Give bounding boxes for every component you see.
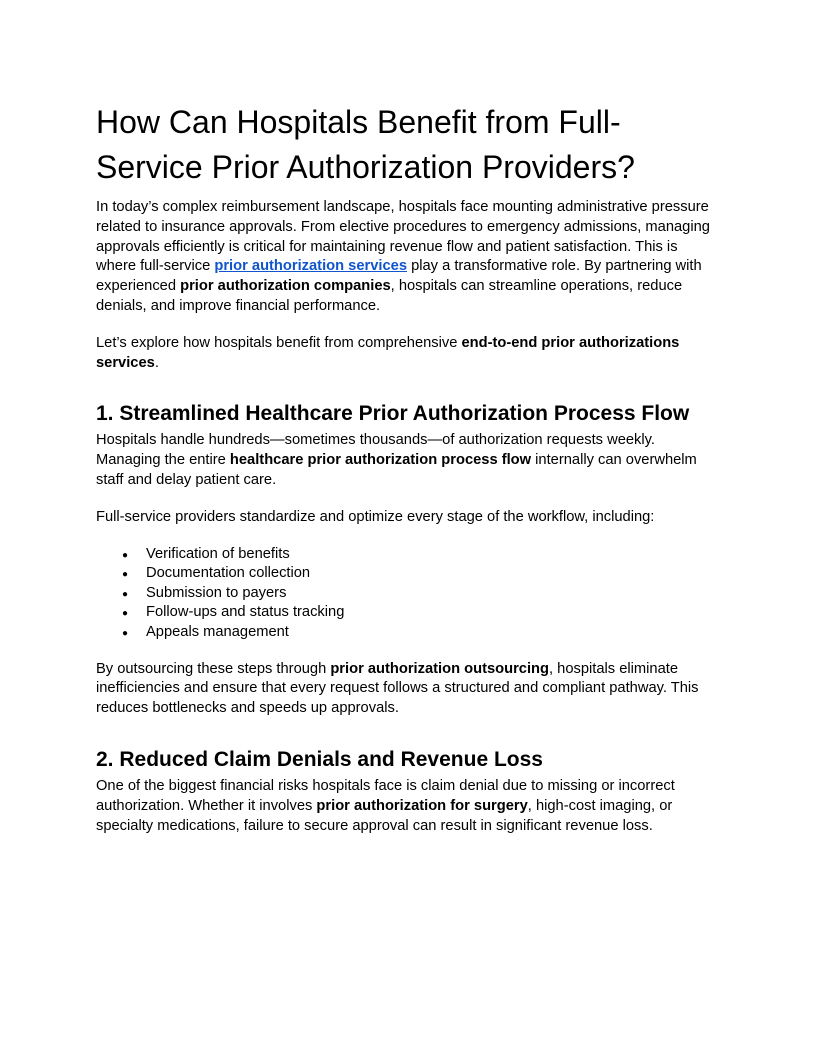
list-item bbox=[96, 545, 720, 565]
paragraph bbox=[96, 334, 720, 374]
paragraph bbox=[96, 198, 720, 317]
paragraph bbox=[96, 431, 720, 490]
inline-link[interactable]: prior authorization services bbox=[214, 258, 407, 275]
list-item bbox=[96, 603, 720, 623]
text-run: Hospitals handle hundreds—sometimes thousands—of authorization requests weekly. Managing the entire bbox=[96, 432, 655, 469]
text-run: In today’s complex reimbursement landscape, hospitals face mounting administrative pressure related to insurance approvals. From elective procedures to emergency admissions, managing approvals efficiently is critical for maintaining revenue flow and patient satisfaction. This is where full-service bbox=[96, 199, 710, 275]
bullet-icon: ● bbox=[122, 608, 129, 620]
bold-text-run: prior authorization companies bbox=[180, 278, 391, 295]
paragraph bbox=[96, 508, 720, 528]
text-run: play a transformative role. By partnering with experienced bbox=[96, 258, 702, 295]
bold-text-run: end-to-end prior authorizations services bbox=[96, 334, 680, 371]
list-item-text: Verification of benefits bbox=[146, 545, 290, 562]
text-run: , hospitals eliminate inefficiencies and ensure that every request follows a structured and compliant pathway. This reduces bottlenecks and speeds up approvals. bbox=[96, 660, 699, 717]
text-run: internally can overwhelm staff and delay patient care. bbox=[96, 452, 697, 488]
text-run: , hospitals can streamline operations, reduce denials, and improve financial performance. bbox=[96, 278, 683, 314]
text-run: . bbox=[154, 354, 159, 371]
bold-text-run: healthcare prior authorization process flow bbox=[229, 452, 532, 469]
text-run: By outsourcing these steps through bbox=[96, 660, 331, 677]
document-title: How Can Hospitals Benefit from Full-Service Prior Authorization Providers? bbox=[96, 104, 635, 185]
document-content bbox=[96, 100, 720, 836]
bullet-icon: ● bbox=[122, 588, 129, 600]
list-item-text: Appeals management bbox=[146, 623, 289, 640]
paragraph bbox=[96, 660, 720, 719]
paragraph bbox=[96, 777, 720, 836]
section-heading: 2. Reduced Claim Denials and Revenue Loss bbox=[96, 747, 543, 771]
list-item-text: Follow-ups and status tracking bbox=[146, 604, 345, 621]
text-run: Let’s explore how hospitals benefit from comprehensive bbox=[96, 334, 462, 351]
list-item bbox=[96, 564, 720, 584]
list-item bbox=[96, 584, 720, 604]
section-heading: 1. Streamlined Healthcare Prior Authorization Process Flow bbox=[96, 402, 690, 426]
bold-text-run: prior authorization for surgery bbox=[316, 797, 528, 814]
text-run: One of the biggest financial risks hospitals face is claim denial due to missing or incorrect authorization. Whether it involves bbox=[96, 777, 675, 814]
list-item-text: Submission to payers bbox=[146, 584, 287, 601]
list-item bbox=[96, 623, 720, 643]
list-item-text: Documentation collection bbox=[146, 565, 311, 582]
bullet-list bbox=[96, 545, 720, 643]
bullet-icon: ● bbox=[122, 569, 129, 581]
text-run: Full-service providers standardize and optimize every stage of the workflow, including: bbox=[96, 508, 655, 525]
bold-text-run: prior authorization outsourcing bbox=[330, 660, 549, 677]
bullet-icon: ● bbox=[122, 549, 129, 561]
bullet-icon: ● bbox=[122, 627, 129, 639]
text-run: , high-cost imaging, or specialty medications, failure to secure approval can result in significant revenue loss. bbox=[96, 797, 673, 834]
